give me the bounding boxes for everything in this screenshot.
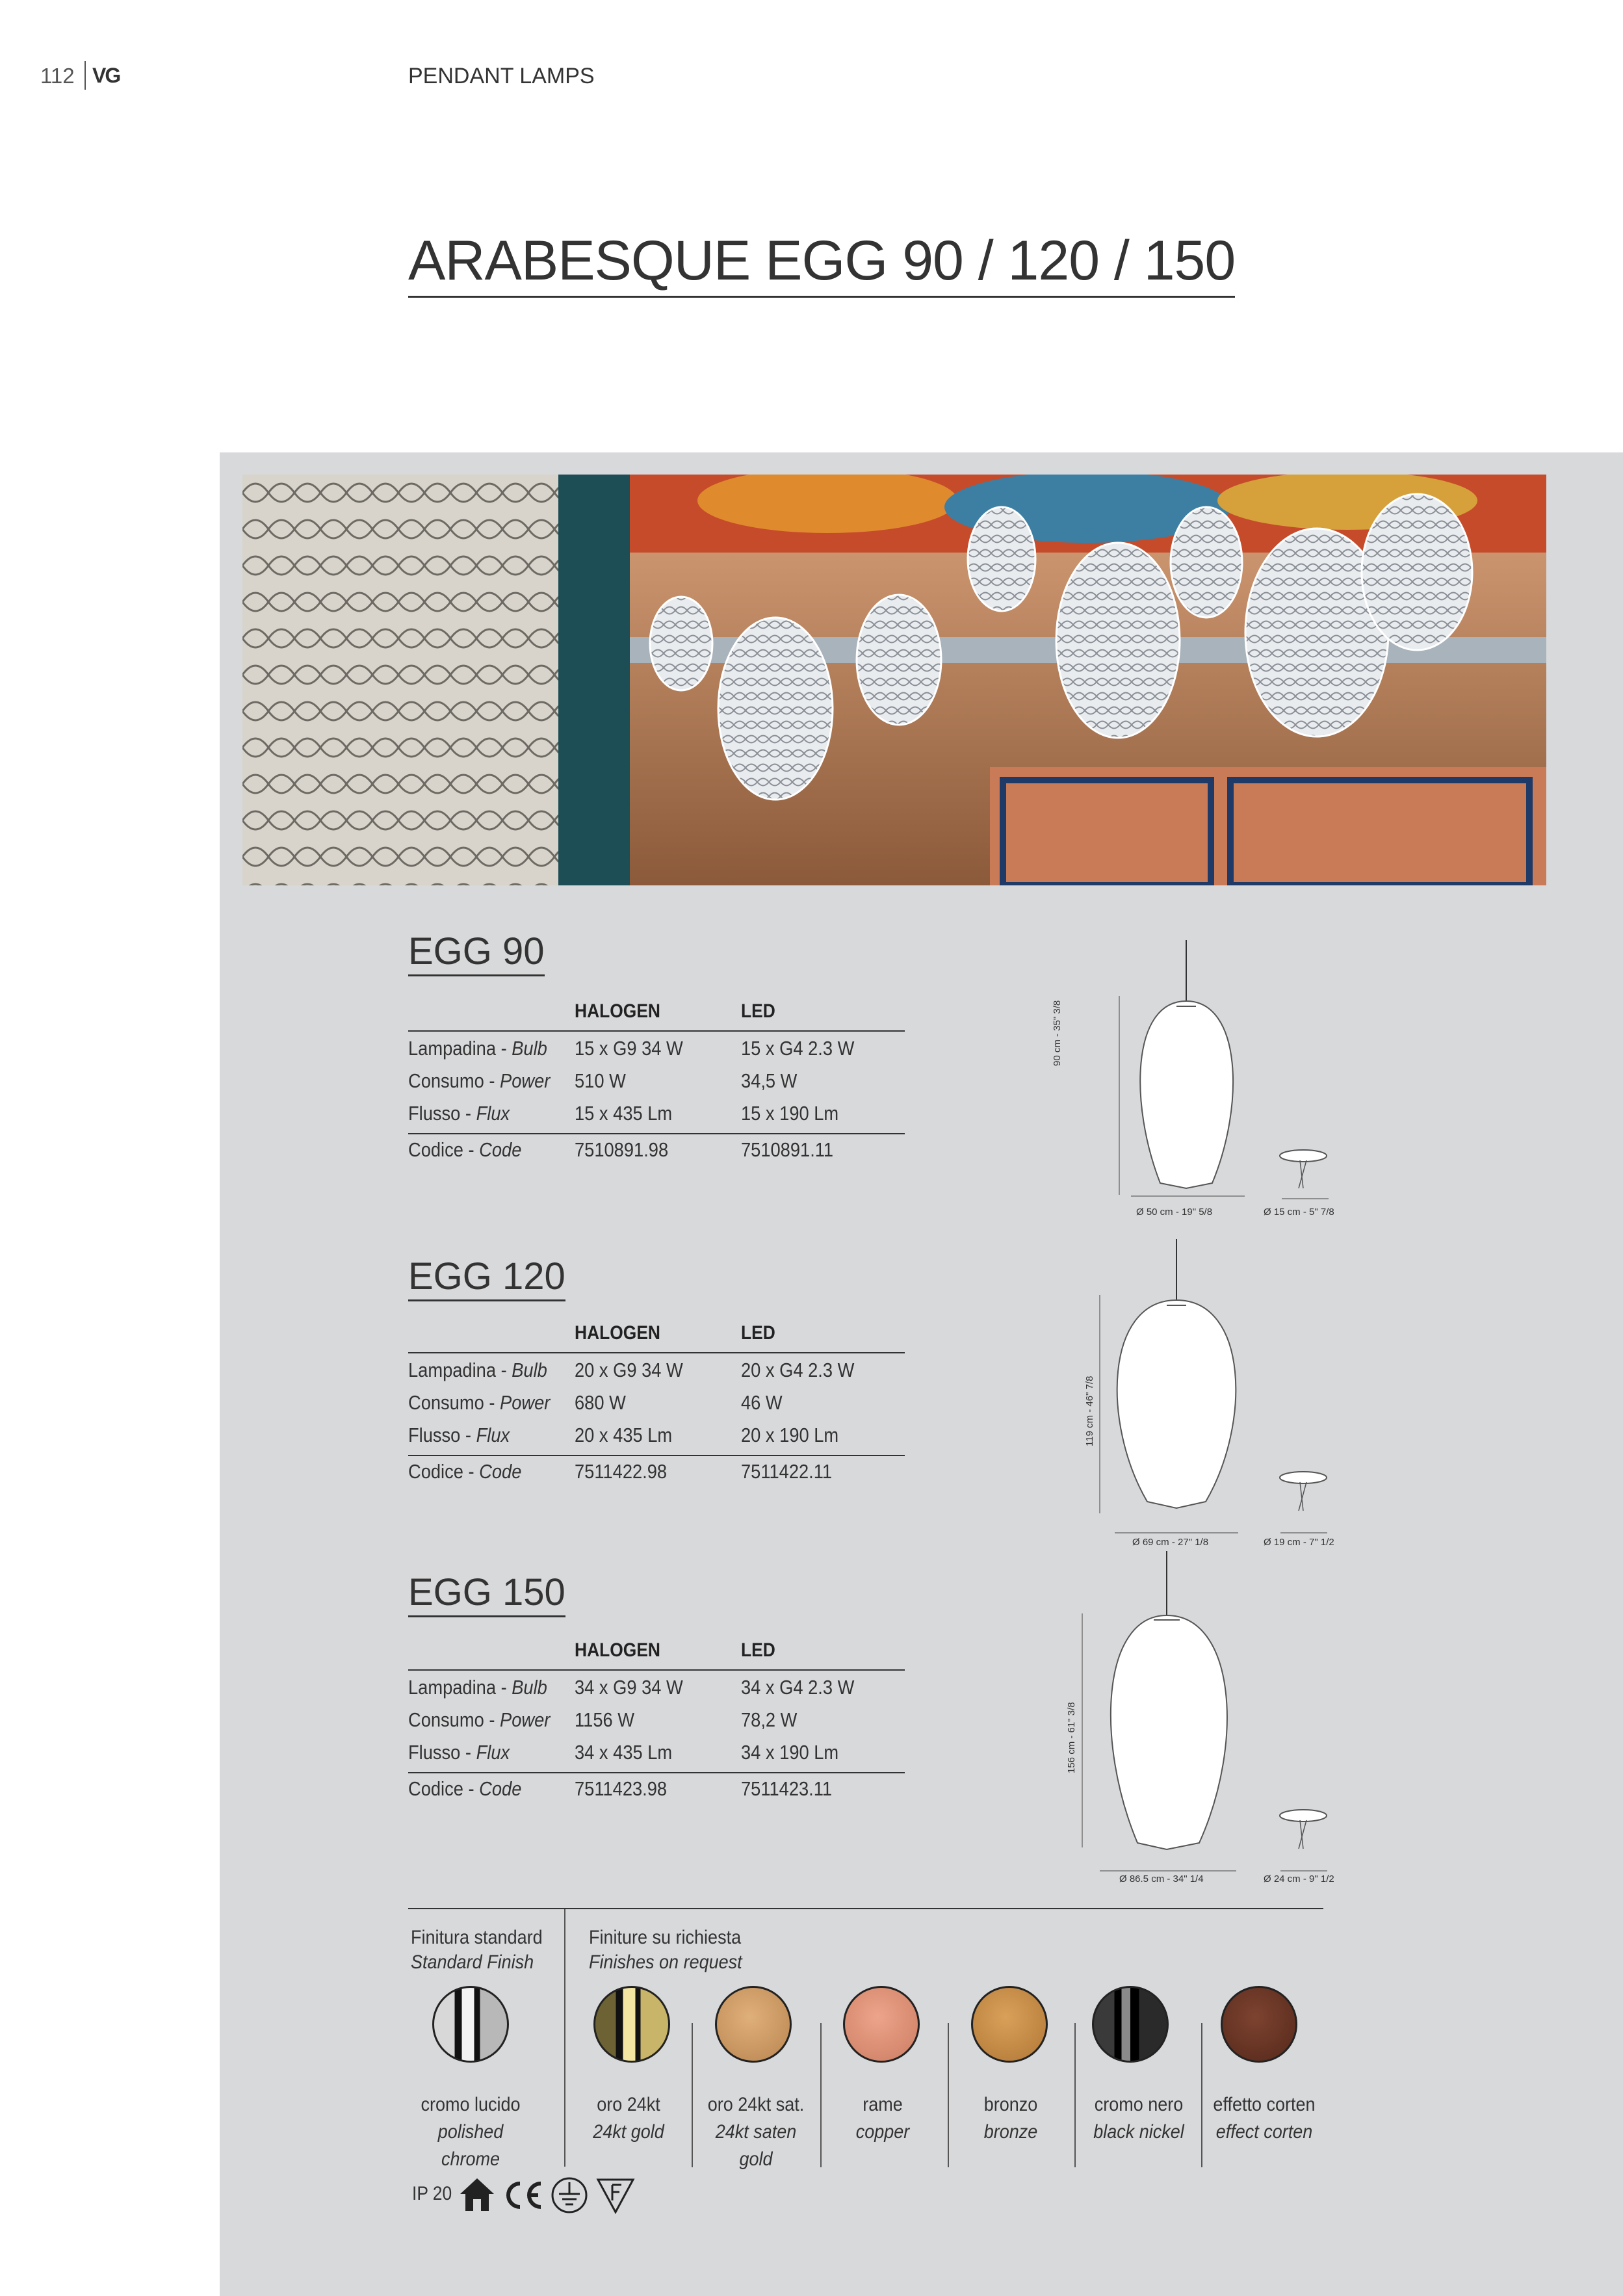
row-bulb [408,1033,905,1065]
dimension-drawing-egg-120 [1066,1235,1352,1547]
copper-swatch [843,1986,920,2063]
halogen-flux: 34 x 435 Lm [575,1741,673,1764]
led-flux: 20 x 190 Lm [741,1424,839,1446]
row-bulb [408,1355,905,1387]
height-label-egg-120: 119 cm - 46" 7/8 [1084,1376,1095,1446]
ce-mark-icon [508,2184,541,2207]
f-mark-icon [598,2180,633,2212]
finish-name-24kt-gold: oro 24kt 24kt gold [593,2094,664,2143]
spec-table-egg-120 [408,1320,905,1489]
led-bulb: 20 x G4 2.3 W [741,1359,855,1381]
code-label: Codice - Code [408,1138,522,1161]
canopy-label-egg-150: Ø 24 cm - 9" 1/2 [1264,1873,1334,1885]
height-label-egg-90: 90 cm - 35" 3/8 [1052,1000,1063,1066]
row-bulb [408,1672,905,1704]
halogen-code: 7511422.98 [575,1460,668,1483]
canopy-label-egg-90: Ø 15 cm - 5" 7/8 [1264,1207,1334,1218]
flux-label: Flusso - Flux [408,1424,510,1446]
flux-label: Flusso - Flux [408,1102,510,1125]
model-title-egg-120: EGG 120 [408,1255,565,1301]
brand-logo: VG [92,64,120,87]
spec-header [408,1320,905,1353]
row-flux [408,1420,905,1452]
halogen-bulb: 20 x G9 34 W [575,1359,683,1381]
black-nickel-swatch [1092,1986,1169,2063]
bulb-label: Lampadina - Bulb [408,1676,547,1699]
finishes-divider [408,1908,1323,1909]
row-flux [408,1098,905,1130]
led-code: 7511422.11 [741,1460,833,1483]
bronze-swatch [971,1986,1048,2063]
model-title-egg-90: EGG 90 [408,930,545,976]
led-power: 46 W [741,1391,783,1414]
code-label: Codice - Code [408,1460,522,1483]
row-power [408,1704,905,1737]
halogen-power: 680 W [575,1391,626,1414]
finish-name-copper: rame copper [855,2094,910,2143]
code-label: Codice - Code [408,1777,522,1800]
finish-name-effect-corten: effetto corten effect corten [1213,2094,1316,2143]
led-flux: 34 x 190 Lm [741,1741,839,1764]
diameter-label-egg-120: Ø 69 cm - 27" 1/8 [1132,1537,1209,1548]
standard-finish-separator [564,1909,565,2167]
halogen-header: HALOGEN [575,1000,660,1022]
power-label: Consumo - Power [408,1391,551,1414]
product-photo [242,475,1546,885]
finish-separator [948,2023,949,2167]
canopy-label-egg-120: Ø 19 cm - 7" 1/2 [1264,1537,1334,1548]
row-power [408,1065,905,1098]
indoor-house-icon [460,2178,494,2211]
led-power: 78,2 W [741,1708,798,1731]
led-bulb: 15 x G4 2.3 W [741,1037,855,1060]
led-header: LED [741,1000,775,1022]
finish-name-black-nickel: cromo nero black nickel [1093,2094,1184,2143]
spec-table-egg-90 [408,998,905,1167]
ip-rating: IP 20 [412,2183,452,2204]
led-code: 7510891.11 [741,1138,834,1161]
row-power [408,1387,905,1420]
halogen-bulb: 15 x G9 34 W [575,1037,683,1060]
section-title: PENDANT LAMPS [408,64,595,88]
header-divider [84,61,86,90]
halogen-code: 7511423.98 [575,1777,668,1800]
halogen-power: 1156 W [575,1708,635,1731]
photo-illustration [242,475,1546,885]
led-code: 7511423.11 [741,1777,833,1800]
led-flux: 15 x 190 Lm [741,1102,839,1125]
halogen-code: 7510891.98 [575,1138,669,1161]
led-power: 34,5 W [741,1069,798,1092]
halogen-bulb: 34 x G9 34 W [575,1676,683,1699]
request-finish-title: Finiture su richiesta Finishes on request [589,1927,742,1973]
finish-separator [1201,2023,1202,2167]
finish-name-polished-chrome: cromo lucido polished chrome [421,2094,521,2170]
polished-chrome-swatch [432,1986,509,2063]
spec-table-egg-150 [408,1637,905,1806]
diameter-label-egg-90: Ø 50 cm - 19" 5/8 [1136,1207,1213,1218]
spec-header [408,1637,905,1671]
led-bulb: 34 x G4 2.3 W [741,1676,855,1699]
row-code [408,1133,905,1167]
bulb-label: Lampadina - Bulb [408,1037,547,1060]
page-title: ARABESQUE EGG 90 / 120 / 150 [408,229,1235,298]
certification-icons [458,2174,640,2216]
halogen-flux: 20 x 435 Lm [575,1424,673,1446]
led-header: LED [741,1322,775,1344]
satin-gold-swatch [715,1986,792,2063]
finish-name-24kt-saten-gold: oro 24kt sat. 24kt saten gold [707,2094,805,2170]
row-code [408,1772,905,1806]
gold-swatch [593,1986,670,2063]
row-flux [408,1737,905,1769]
halogen-header: HALOGEN [575,1639,660,1661]
finish-separator [1074,2023,1076,2167]
page-number: 112 [40,64,75,88]
corten-swatch [1221,1986,1297,2063]
finish-name-bronze: bronzo bronze [983,2094,1038,2143]
dimension-drawing-egg-150 [1066,1547,1352,1885]
halogen-power: 510 W [575,1069,626,1092]
dimension-drawing-egg-90 [1079,936,1352,1222]
led-header: LED [741,1639,775,1661]
flux-label: Flusso - Flux [408,1741,510,1764]
power-label: Consumo - Power [408,1708,551,1731]
halogen-flux: 15 x 435 Lm [575,1102,673,1125]
standard-finish-title: Finitura standard Standard Finish [411,1927,543,1973]
power-label: Consumo - Power [408,1069,551,1092]
model-title-egg-150: EGG 150 [408,1571,565,1617]
bulb-label: Lampadina - Bulb [408,1359,547,1381]
earth-ground-icon [552,2178,586,2212]
halogen-header: HALOGEN [575,1322,660,1344]
diameter-label-egg-150: Ø 86.5 cm - 34" 1/4 [1119,1873,1204,1885]
height-label-egg-150: 156 cm - 61" 3/8 [1066,1702,1077,1773]
row-code [408,1455,905,1489]
spec-header [408,998,905,1032]
finish-separator [692,2023,693,2167]
finish-separator [820,2023,822,2167]
